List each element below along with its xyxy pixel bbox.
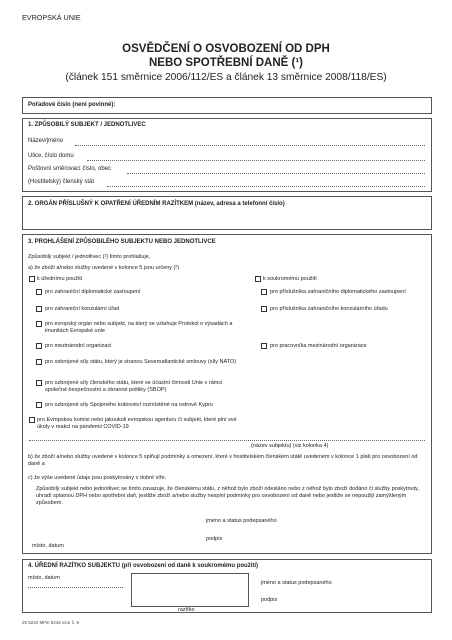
section3-intro: Způsobilý subjekt / jednotlivec (¹) tímto prohlašuje, [28, 254, 151, 260]
form-title-line2: NEBO SPOTŘEBNÍ DANĚ (¹) [149, 57, 303, 69]
diplomatic-member-checkbox[interactable] [261, 289, 267, 295]
section4-heading: 4. ÚŘEDNÍ RAZÍTKO SUBJEKTU [28, 563, 121, 569]
field-state-label: (Hostitelský) členský stát [28, 179, 95, 185]
covid-agency-label: pro Evropskou komisi nebo jakoukoli evropskou agenturu či subjekt, které plní své úkoly v reakci na pandemii COVID-19 [37, 417, 237, 430]
section2-heading: 2. ORGÁN PŘÍSLUŠNÝ K OPATŘENÍ ÚŘEDNÍM RAZÍTKEM [28, 201, 194, 207]
official-use-label: k úřednímu použití [37, 276, 83, 282]
private-use-checkbox[interactable] [255, 276, 261, 282]
uk-cyprus-forces-checkbox[interactable] [36, 402, 42, 408]
section1-box [22, 118, 432, 192]
covid-agency-checkbox[interactable] [29, 417, 35, 423]
nato-forces-checkbox[interactable] [36, 359, 42, 365]
eu-label: EVROPSKÁ UNIE [22, 13, 81, 22]
signature-label: podpis [206, 536, 223, 542]
section3-item-b: b) že zboží a/nebo služby uvedené v kolonce 5 splňují podmínky a omezení, které v hostitelském členském státě uvedeném v kolonce 1 platí pro osvobození od daně a [28, 454, 418, 467]
field-street-line[interactable] [87, 160, 425, 161]
field-name-label: Název/jméno [28, 138, 64, 144]
csdp-forces-label: pro ozbrojené síly členského státu, které se účastní činnosti Unie v rámci společné bezpečnostní a obranné politiky (SBOP) [45, 380, 223, 393]
section4-heading-suffix: (při osvobození od daně k soukromému použití) [121, 563, 259, 569]
undertaking-text: Způsobilý subjekt nebo jednotlivec se tímto zavazuje, že členskému státu, z něhož bylo zboží odesláno nebo z něhož bylo zboží dodáno či služby poskytnuty, uhradí splatnou DPH nebo spotřební daň, jestliže zboží a/nebo služby nesplní podmínky pro osvobození od daně nebo jestliže se nepoužijí zamýšleným způsobem. [36, 486, 419, 506]
international-org-label: pro mezinárodní organizaci [45, 343, 112, 349]
serial-number-box[interactable] [22, 97, 432, 114]
name-status-label: jméno a status podepsaného [206, 518, 277, 524]
place-date-label: místo, datum [32, 543, 64, 549]
section3-item-a: a) že zboží a/nebo služby uvedené v kolonce 5 jsou určeny (²) [28, 265, 180, 271]
eu-body-checkbox[interactable] [36, 321, 42, 327]
consular-member-label: pro příslušníka zahraničního konzulárního úřadu [270, 306, 388, 312]
form-code: 25 5242 MFin 5242 vzor č. 5 [22, 620, 80, 625]
section3-item-c: c) že výše uvedené údaje jsou poskytovány v dobré víře. [28, 475, 167, 481]
diplomatic-mission-label: pro zahraniční diplomatické zastoupení [45, 289, 141, 295]
consular-member-checkbox[interactable] [261, 306, 267, 312]
field-state-line[interactable] [107, 186, 425, 187]
international-org-staff-label: pro pracovníka mezinárodní organizace [270, 343, 367, 349]
field-postal-line[interactable] [127, 173, 425, 174]
form-title-legal-basis: (článek 151 směrnice 2006/112/ES a článek 13 směrnice 2008/118/ES) [65, 72, 387, 83]
csdp-forces-checkbox[interactable] [36, 380, 42, 386]
field-postal-label: Poštovní směrovací číslo, obec [28, 166, 112, 172]
international-org-checkbox[interactable] [36, 343, 42, 349]
diplomatic-mission-checkbox[interactable] [36, 289, 42, 295]
eu-body-label: pro evropský orgán nebo subjekt, na který se vztahuje Protokol o výsadách a imunitách Evropské unie [45, 321, 233, 334]
form-title-line1: OSVĚDČENÍ O OSVOBOZENÍ OD DPH [122, 43, 330, 55]
section4-place-date-label: místo, datum [28, 575, 60, 581]
section2-heading-suffix: (název, adresa a telefonní číslo) [194, 201, 285, 207]
section3-box [22, 234, 432, 554]
section4-place-date-line[interactable] [28, 587, 123, 588]
international-org-staff-checkbox[interactable] [261, 343, 267, 349]
section2-box[interactable] [22, 196, 432, 230]
field-name-line[interactable] [75, 145, 425, 146]
subject-name-line[interactable] [29, 440, 425, 441]
section4-box [22, 559, 432, 613]
section1-heading: 1. ZPŮSOBILÝ SUBJEKT / JEDNOTLIVEC [28, 122, 146, 128]
consular-office-checkbox[interactable] [36, 306, 42, 312]
nato-forces-label: pro ozbrojené síly státu, který je stranou Severoatlantické smlouvy (síly NATO) [45, 359, 237, 365]
consular-office-label: pro zahraniční konzulární úřad [45, 306, 120, 312]
stamp-box[interactable] [131, 573, 249, 607]
subject-name-note: (název subjektu) (viz kolonka 4) [251, 443, 329, 449]
diplomatic-member-label: pro příslušníka zahraničního diplomatického zastoupení [270, 289, 406, 295]
private-use-label: k soukromému použití [263, 276, 317, 282]
section4-name-status-label: jméno a status podepsaného [261, 580, 332, 586]
serial-number-label: Pořadové číslo (není povinné): [28, 102, 116, 108]
section4-signature-label: podpis [261, 597, 278, 603]
official-use-checkbox[interactable] [29, 276, 35, 282]
section3-heading: 3. PROHLÁŠENÍ ZPŮSOBILÉHO SUBJEKTU NEBO JEDNOTLIVCE [28, 239, 216, 245]
stamp-label: razítko [178, 607, 195, 613]
field-street-label: Ulice, číslo domu [28, 153, 74, 159]
uk-cyprus-forces-label: pro ozbrojené síly Spojeného království rozmístěné na ostrově Kypru [45, 402, 213, 408]
